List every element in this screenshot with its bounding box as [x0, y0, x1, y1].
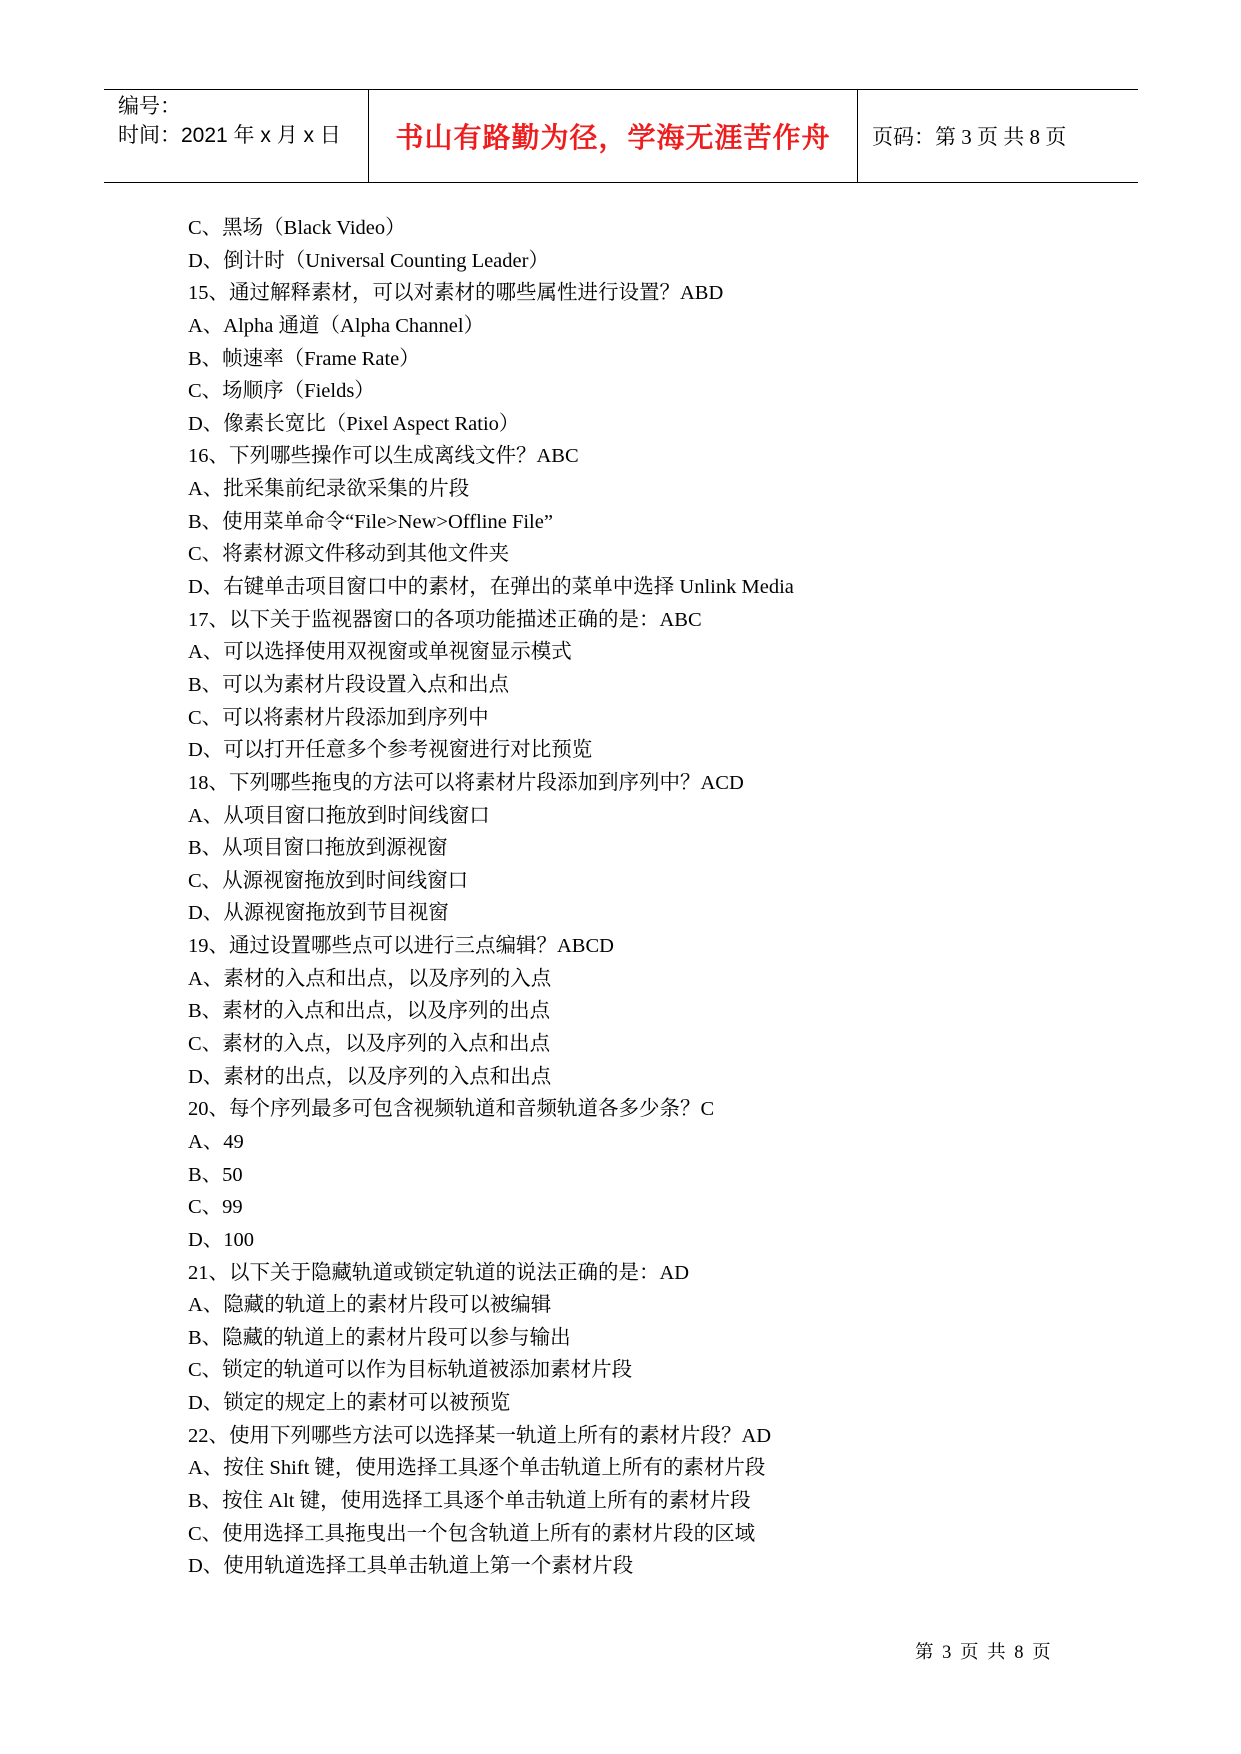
- answer-option: C、将素材源文件移动到其他文件夹: [188, 543, 510, 566]
- answer-option: C、场顺序（Fields）: [188, 380, 375, 403]
- answer-option: D、锁定的规定上的素材可以被预览: [188, 1392, 511, 1415]
- header-divider-right: [857, 90, 858, 182]
- question-list: [188, 212, 1088, 1583]
- question-stem: 18、下列哪些拖曳的方法可以将素材片段添加到序列中？ACD: [188, 771, 744, 794]
- question-stem: 17、以下关于监视器窗口的各项功能描述正确的是：ABC: [188, 608, 702, 631]
- answer-option: C、素材的入点，以及序列的入点和出点: [188, 1033, 551, 1056]
- answer-option: A、Alpha 通道（Alpha Channel）: [188, 314, 485, 337]
- question-stem: 19、通过设置哪些点可以进行三点编辑？ABCD: [188, 935, 614, 958]
- answer-option: B、按住 Alt 键，使用选择工具逐个单击轨道上所有的素材片段: [188, 1489, 751, 1512]
- question-stem: 20、每个序列最多可包含视频轨道和音频轨道各多少条？C: [188, 1098, 715, 1121]
- answer-option: D、像素长宽比（Pixel Aspect Ratio）: [188, 412, 520, 435]
- answer-option: C、锁定的轨道可以作为目标轨道被添加素材片段: [188, 1359, 633, 1382]
- answer-option: D、右键单击项目窗口中的素材，在弹出的菜单中选择 Unlink Media: [188, 576, 794, 599]
- answer-option: A、素材的入点和出点，以及序列的入点: [188, 967, 552, 990]
- answer-option: D、倒计时（Universal Counting Leader）: [188, 249, 549, 272]
- question-stem: 21、以下关于隐藏轨道或锁定轨道的说法正确的是：AD: [188, 1261, 690, 1284]
- answer-option: B、使用菜单命令“File>New>Offline File”: [188, 510, 553, 533]
- document-time-label: 时间：2021 年 x 月 x 日: [118, 124, 341, 147]
- page-header: [104, 89, 1138, 183]
- answer-option: C、可以将素材片段添加到序列中: [188, 706, 489, 729]
- answer-option: D、使用轨道选择工具单击轨道上第一个素材片段: [188, 1555, 634, 1578]
- answer-option: D、从源视窗拖放到节目视窗: [188, 902, 449, 925]
- answer-option: A、可以选择使用双视窗或单视窗显示模式: [188, 641, 572, 664]
- header-motto: 书山有路勤为径，学海无涯苦作舟: [395, 121, 831, 154]
- answer-option: D、100: [188, 1228, 255, 1251]
- answer-option: A、按住 Shift 键，使用选择工具逐个单击轨道上所有的素材片段: [188, 1457, 766, 1480]
- question-stem: 22、使用下列哪些方法可以选择某一轨道上所有的素材片段？AD: [188, 1424, 772, 1447]
- answer-option: B、素材的入点和出点，以及序列的出点: [188, 1000, 551, 1023]
- question-stem: 16、下列哪些操作可以生成离线文件？ABC: [188, 445, 579, 468]
- answer-option: C、黑场（Black Video）: [188, 217, 406, 239]
- header-page-info: 页码：第 3 页 共 8 页: [872, 125, 1067, 149]
- answer-option: B、帧速率（Frame Rate）: [188, 347, 420, 370]
- document-number-label: 编号：: [118, 95, 181, 118]
- answer-option: C、使用选择工具拖曳出一个包含轨道上所有的素材片段的区域: [188, 1522, 756, 1545]
- answer-option: A、批采集前纪录欲采集的片段: [188, 478, 470, 501]
- answer-option: B、50: [188, 1163, 243, 1186]
- page-footer: 第 3 页 共 8 页: [915, 1643, 1053, 1663]
- header-meta: [118, 92, 368, 150]
- answer-option: A、从项目窗口拖放到时间线窗口: [188, 804, 490, 827]
- answer-option: A、隐藏的轨道上的素材片段可以被编辑: [188, 1294, 552, 1317]
- answer-option: C、从源视窗拖放到时间线窗口: [188, 869, 469, 892]
- answer-option: B、可以为素材片段设置入点和出点: [188, 673, 510, 696]
- answer-option: D、素材的出点，以及序列的入点和出点: [188, 1065, 552, 1088]
- answer-option: B、从项目窗口拖放到源视窗: [188, 837, 448, 860]
- answer-option: D、可以打开任意多个参考视窗进行对比预览: [188, 739, 593, 762]
- answer-option: C、99: [188, 1196, 243, 1219]
- header-divider-left: [368, 90, 369, 182]
- answer-option: B、隐藏的轨道上的素材片段可以参与输出: [188, 1326, 571, 1349]
- question-stem: 15、通过解释素材，可以对素材的哪些属性进行设置？ABD: [188, 282, 724, 305]
- answer-option: A、49: [188, 1130, 244, 1153]
